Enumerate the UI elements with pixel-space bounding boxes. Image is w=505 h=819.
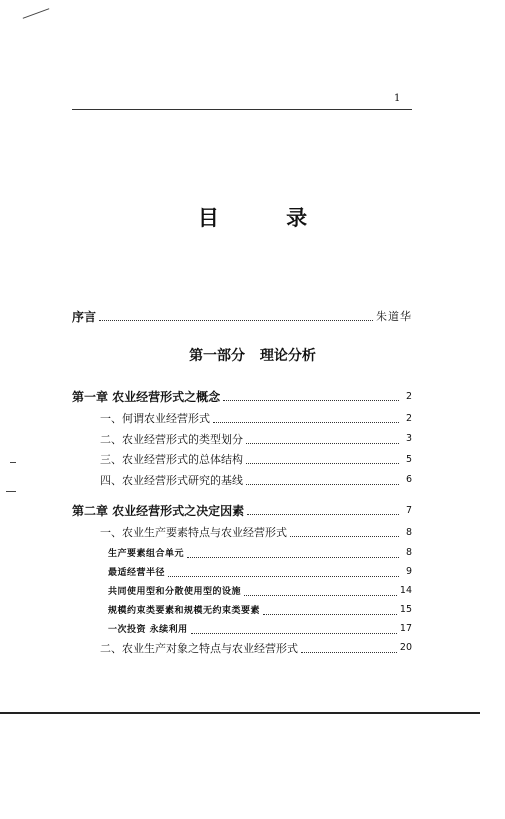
dot-leader (246, 474, 399, 485)
dot-leader (246, 433, 399, 444)
toc-subsection-page: 8 (405, 547, 412, 558)
dot-leader (263, 604, 397, 615)
page-number: 1 (394, 93, 401, 104)
toc-entry-preface[interactable] (72, 307, 412, 325)
toc-section-page: 6 (405, 474, 412, 485)
toc-section-page: 3 (405, 433, 412, 444)
toc-subsection-page: 15 (399, 604, 412, 615)
scan-mark (10, 462, 16, 463)
dot-leader (191, 623, 397, 634)
toc-section[interactable] (100, 430, 412, 448)
toc-chapter-page: 2 (405, 390, 412, 402)
toc-title: 目 录 (197, 206, 338, 230)
toc-chapter-title: 第一章 农业经营形式之概念 (72, 389, 221, 404)
toc-chapter-title: 第二章 农业经营形式之决定因素 (72, 503, 245, 518)
scan-mark (23, 8, 50, 19)
toc-subsection[interactable] (108, 563, 412, 581)
part-title: 第一部分 理论分析 (189, 348, 316, 364)
toc-subsection-title: 生产要素组合单元 (108, 549, 185, 559)
dot-leader (168, 566, 399, 577)
toc-section[interactable] (100, 450, 412, 468)
toc-chapter[interactable] (72, 501, 412, 519)
dot-leader (244, 585, 397, 596)
toc-subsection-page: 14 (399, 585, 412, 596)
preface-label: 序言 (72, 309, 97, 324)
dot-leader (290, 526, 399, 537)
toc-subsection-page: 17 (399, 623, 412, 634)
toc-section-title: 四、农业经营形式研究的基线 (100, 473, 243, 487)
dot-leader (99, 310, 373, 321)
toc-chapter-page: 7 (405, 504, 412, 516)
toc-subsection-page: 9 (405, 566, 412, 577)
toc-subsection-title: 规模约束类要素和规模无约束类要素 (108, 606, 261, 616)
toc-section-title: 三、农业经营形式的总体结构 (100, 453, 243, 466)
toc-section-title: 一、农业生产要素特点与农业经营形式 (100, 526, 287, 539)
toc-subsection-title: 共同使用型和分散使用型的设施 (108, 587, 242, 597)
toc-section-page: 2 (405, 412, 412, 424)
toc-section-page: 8 (405, 526, 412, 538)
toc-section-title: 一、何谓农业经营形式 (100, 412, 210, 425)
header-rule (72, 109, 412, 110)
toc-section[interactable] (100, 639, 412, 657)
toc-subsection[interactable] (108, 582, 412, 600)
toc-subsection-title: 最适经营半径 (108, 568, 166, 578)
toc-section[interactable] (100, 471, 412, 489)
toc-section-title: 二、农业经营形式的类型划分 (100, 432, 243, 446)
toc-chapter[interactable] (72, 387, 412, 405)
toc-subsection[interactable] (108, 620, 412, 638)
toc-section[interactable] (100, 523, 412, 541)
toc-subsection[interactable] (108, 601, 412, 619)
dot-leader (301, 642, 397, 653)
preface-author: 朱道华 (376, 310, 412, 323)
toc-subsection[interactable] (108, 544, 412, 562)
bottom-rule (0, 712, 480, 714)
toc-section[interactable] (100, 409, 412, 427)
toc-section-page: 5 (405, 453, 412, 465)
dot-leader (213, 412, 399, 423)
dot-leader (187, 547, 399, 558)
dot-leader (223, 390, 399, 401)
dot-leader (246, 453, 399, 464)
scan-mark (6, 491, 16, 492)
toc-subsection-title: 一次投资 永续利用 (108, 625, 188, 635)
toc-section-title: 二、农业生产对象之特点与农业经营形式 (100, 641, 298, 655)
toc-section-page: 20 (399, 642, 412, 653)
dot-leader (247, 504, 399, 515)
